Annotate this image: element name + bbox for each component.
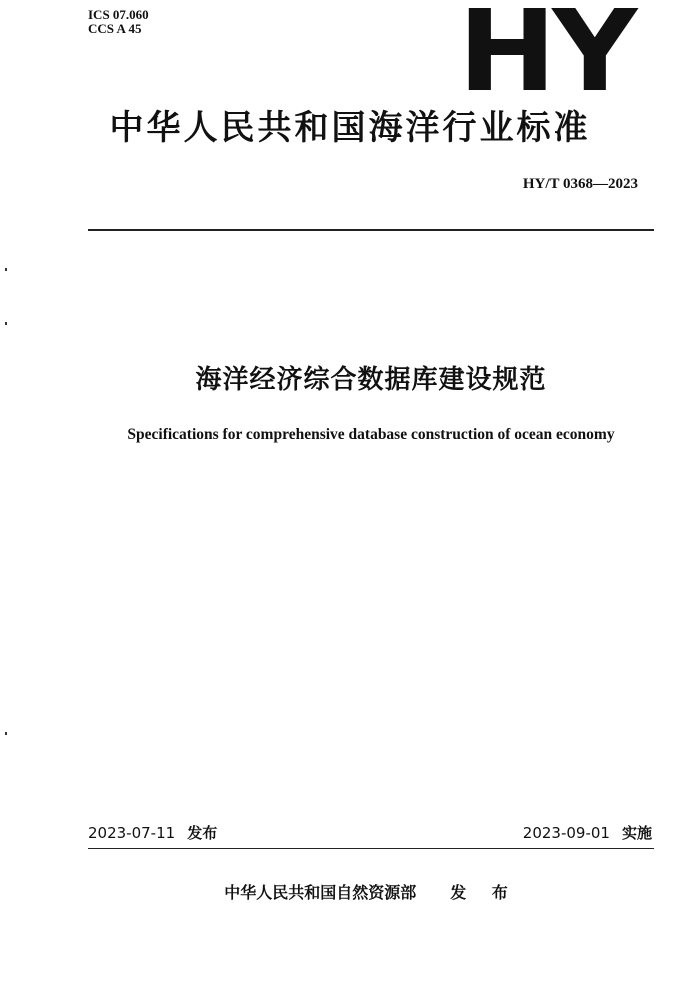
scan-mark	[5, 268, 7, 271]
ccs-code: CCS A 45	[88, 21, 142, 36]
header-divider	[88, 229, 654, 231]
issuer-action: 发 布	[450, 883, 518, 902]
issue-date: 2023-07-11	[88, 824, 176, 842]
footer-divider	[88, 848, 654, 849]
ics-code: ICS 07.060	[88, 7, 149, 22]
document-title-en: Specifications for comprehensive database construction of ocean economy	[127, 426, 615, 443]
hy-logo: HY	[458, 0, 634, 117]
scan-mark	[5, 732, 7, 735]
implement-date: 2023-09-01	[522, 824, 610, 842]
classification-codes	[88, 8, 149, 36]
implement-label: 实施	[621, 824, 652, 842]
issue-date-row	[88, 822, 217, 843]
issue-label: 发布	[187, 824, 218, 842]
scan-mark	[5, 322, 7, 325]
issuer-line	[0, 880, 700, 903]
standard-number: HY/T 0368—2023	[522, 176, 638, 192]
issuer-name: 中华人民共和国自然资源部	[224, 883, 417, 902]
standard-category-title: 中华人民共和国海洋行业标准	[109, 108, 591, 148]
document-title-cn: 海洋经济综合数据库建设规范	[195, 365, 547, 395]
implement-date-row	[523, 822, 652, 843]
